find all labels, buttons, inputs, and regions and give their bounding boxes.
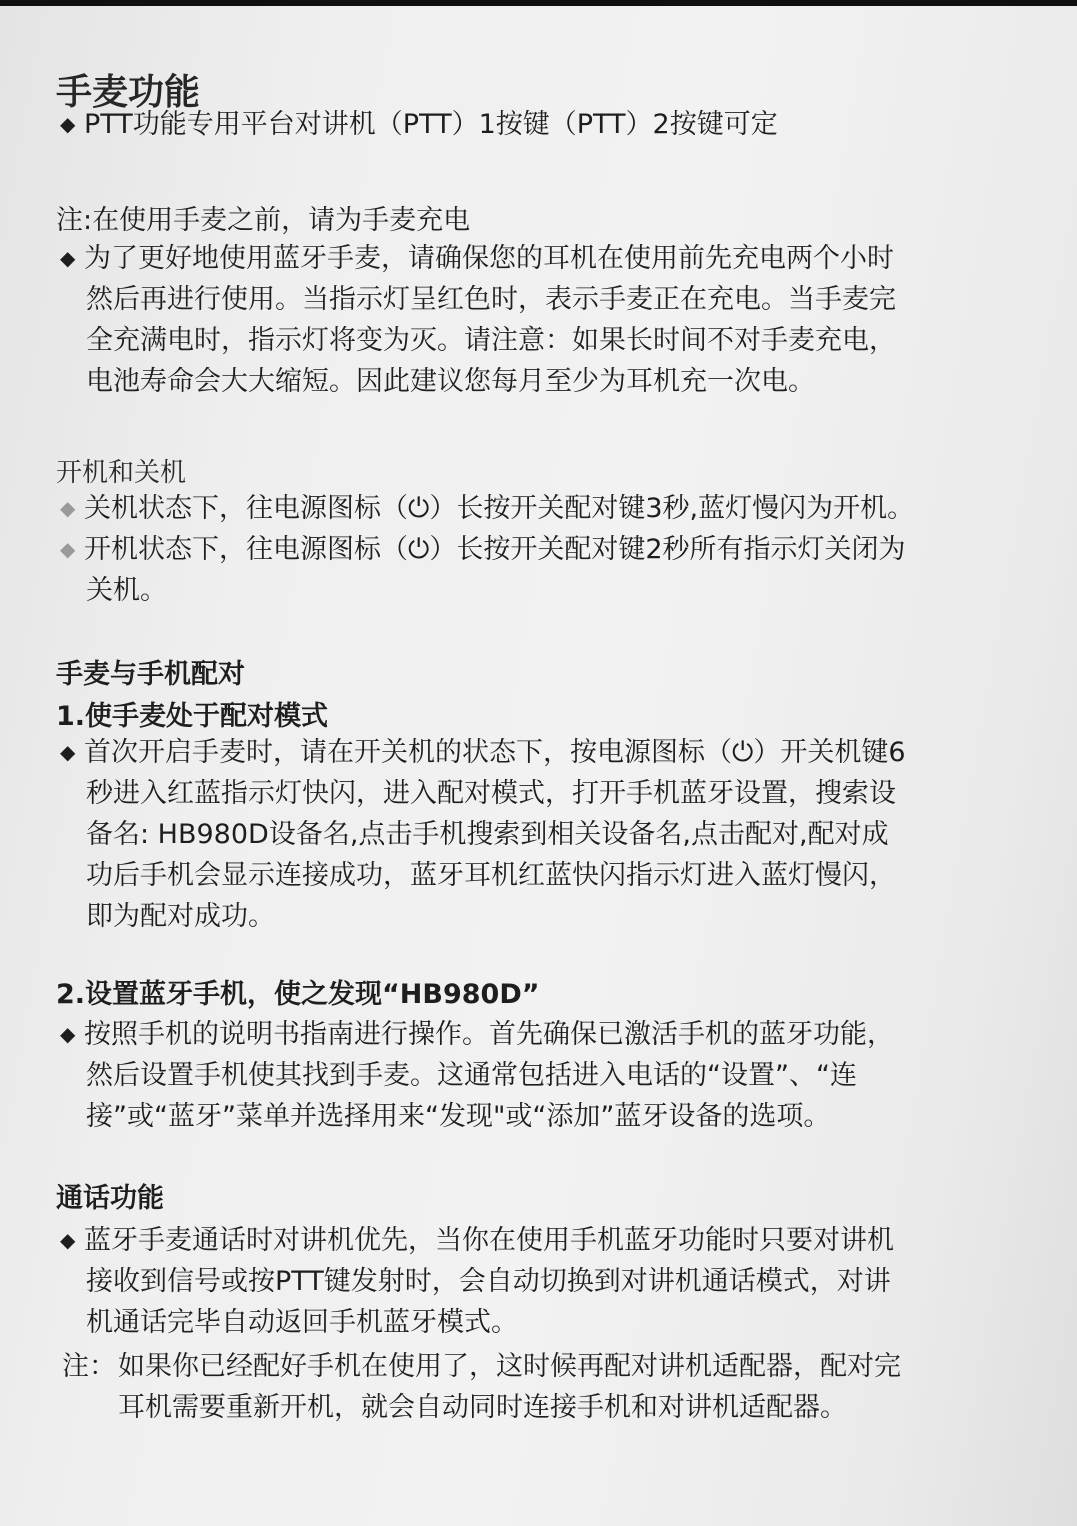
power-item-2-line-1: 开机状态下，往电源图标（⏻）长按开关配对键2秒所有指示灯关闭为 <box>84 534 906 565</box>
ptt-line-row <box>60 104 778 145</box>
diamond-bullet-icon: ◆ <box>60 1228 76 1252</box>
diamond-bullet-icon: ◆ <box>60 496 76 520</box>
manual-page <box>0 6 1077 1526</box>
ptt-line: PTT功能专用平台对讲机（PTT）1按键（PTT）2按键可定 <box>84 109 778 140</box>
charge-line-3: 全充满电时，指示灯将变为灭。请注意：如果长时间不对手麦充电， <box>86 325 896 356</box>
step2-line-2: 然后设置手机使其找到手麦。这通常包括进入电话的“设置”、“连 <box>86 1060 857 1091</box>
step1-line-2: 秒进入红蓝指示灯快闪，进入配对模式，打开手机蓝牙设置，搜索设 <box>86 778 896 809</box>
diamond-bullet-icon: ◆ <box>60 246 76 270</box>
power-item-2-line-2: 关机。 <box>86 575 167 606</box>
step1-line-5: 即为配对成功。 <box>86 901 275 932</box>
step1-line-1: 首次开启手麦时，请在开关机的状态下，按电源图标（⏻）开关机键6 <box>84 737 906 768</box>
pairing-section-title: 手麦与手机配对 <box>56 659 245 690</box>
step2-line-1-row <box>60 1014 894 1055</box>
step2-line-1: 按照手机的说明书指南进行操作。首先确保已激活手机的蓝牙功能， <box>84 1019 894 1050</box>
charge-line-2: 然后再进行使用。当指示灯呈红色时，表示手麦正在充电。当手麦完 <box>86 284 896 315</box>
page-title: 手麦功能 <box>56 72 201 113</box>
charge-line-4: 电池寿命会大大缩短。因此建议您每月至少为耳机充一次电。 <box>86 366 815 397</box>
diamond-bullet-icon: ◆ <box>60 112 76 136</box>
step1-line-1-row <box>60 732 906 773</box>
charge-line-1-row <box>60 238 896 279</box>
call-line-1: 蓝牙手麦通话时对讲机优先，当你在使用手机蓝牙功能时只要对讲机 <box>84 1225 894 1256</box>
call-note-label: 注： <box>62 1351 116 1382</box>
call-line-1-row <box>60 1220 894 1261</box>
charge-paragraph <box>60 238 896 402</box>
step2-line-3: 接”或“蓝牙”菜单并选择用来“发现"或“添加”蓝牙设备的选项。 <box>86 1101 831 1132</box>
diamond-bullet-icon: ◆ <box>60 740 76 764</box>
call-line-2: 接收到信号或按PTT键发射时，会自动切换到对讲机通话模式，对讲 <box>86 1266 891 1297</box>
charge-note-text: 注:在使用手麦之前，请为手麦充电 <box>56 205 471 236</box>
call-note-line-2: 耳机需要重新开机，就会自动同时连接手机和对讲机适配器。 <box>118 1392 847 1423</box>
call-note-line-1: 如果你已经配好手机在使用了，这时候再配对讲机适配器，配对完 <box>118 1351 901 1382</box>
charge-note <box>56 200 470 241</box>
power-item-1-row <box>60 488 914 529</box>
step1-line-3: 备名: HB980D设备名,点击手机搜索到相关设备名,点击配对,配对成 <box>86 819 889 850</box>
ptt-paragraph <box>60 104 778 145</box>
call-section-title: 通话功能 <box>56 1183 164 1214</box>
step1-line-4: 功后手机会显示连接成功，蓝牙耳机红蓝快闪指示灯进入蓝灯慢闪， <box>86 860 896 891</box>
call-note-row <box>62 1346 901 1387</box>
call-line-3: 机通话完毕自动返回手机蓝牙模式。 <box>86 1307 518 1338</box>
pairing-step-2-title: 2.设置蓝牙手机，使之发现“HB980D” <box>56 979 540 1010</box>
diamond-bullet-icon: ◆ <box>60 537 76 561</box>
call-note <box>62 1346 901 1428</box>
call-paragraph <box>60 1220 894 1343</box>
diamond-bullet-icon: ◆ <box>60 1022 76 1046</box>
power-paragraph <box>60 488 914 611</box>
pairing-step-2-paragraph <box>60 1014 894 1137</box>
pairing-step-1-paragraph <box>60 732 906 937</box>
pairing-step-1-title: 1.使手麦处于配对模式 <box>56 701 329 732</box>
power-item-2-row <box>60 529 914 570</box>
power-section-title: 开机和关机 <box>56 458 187 488</box>
power-item-1: 关机状态下，往电源图标（⏻）长按开关配对键3秒,蓝灯慢闪为开机。 <box>84 493 915 524</box>
charge-line-1: 为了更好地使用蓝牙手麦，请确保您的耳机在使用前先充电两个小时 <box>84 243 894 274</box>
